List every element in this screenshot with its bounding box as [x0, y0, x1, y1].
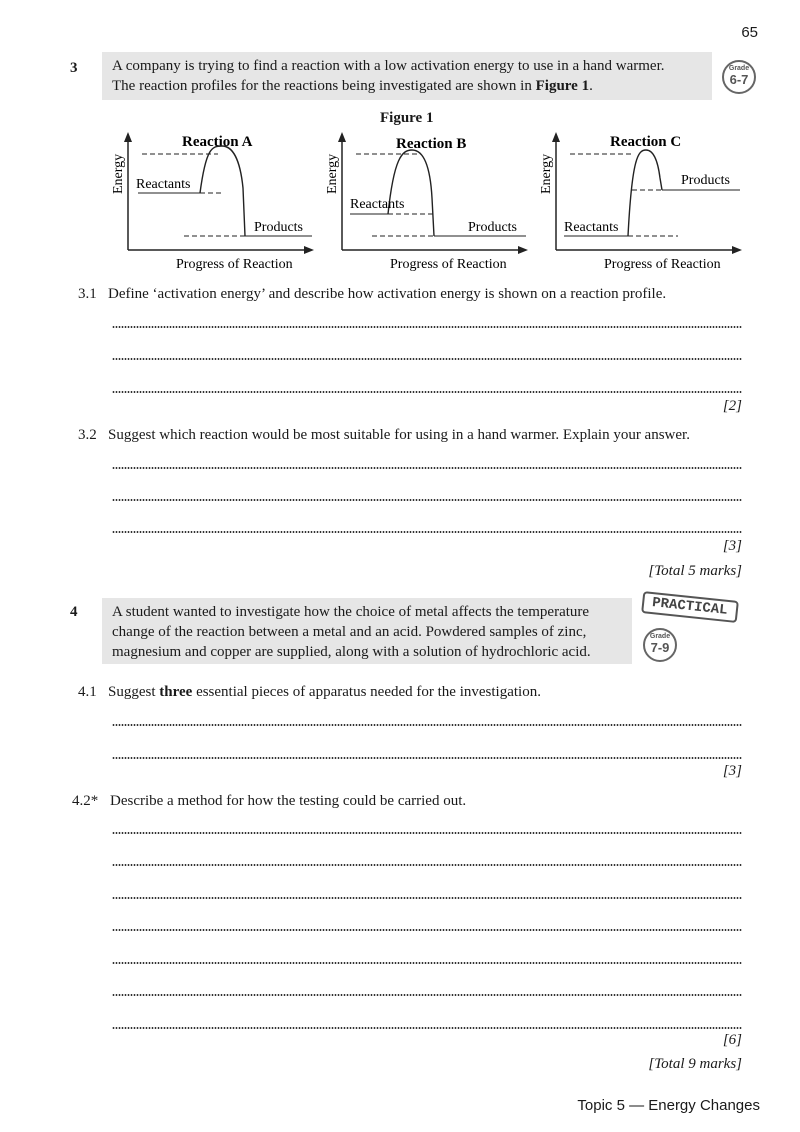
figure-title: Figure 1 — [380, 110, 434, 126]
reaction-b-reactants: Reactants — [350, 197, 405, 212]
reaction-c-profile — [539, 132, 742, 272]
page-number: 65 — [741, 24, 758, 41]
question-4-intro — [102, 598, 632, 664]
reaction-a-profile — [111, 132, 314, 272]
q3-total-marks: [Total 5 marks] — [648, 563, 742, 579]
answer-line[interactable] — [112, 832, 742, 834]
practical-stamp: PRACTICAL — [641, 591, 738, 623]
reaction-a-title: Reaction A — [182, 134, 253, 150]
reaction-a-products: Products — [254, 220, 303, 235]
reaction-c-x-axis: Progress of Reaction — [604, 257, 721, 272]
q3-intro-line1: A company is trying to find a reaction with a low activation energy to use in a hand warmer. — [112, 58, 665, 74]
grade-badge-q4: Grade 7-9 — [643, 628, 677, 662]
question-3-number: 3 — [70, 60, 78, 76]
reaction-c-y-axis: Energy — [539, 153, 554, 194]
answer-line[interactable] — [112, 962, 742, 964]
reaction-c-products: Products — [681, 173, 730, 188]
reaction-a-y-axis: Energy — [111, 153, 126, 194]
reaction-b-products: Products — [468, 220, 517, 235]
reaction-c-title: Reaction C — [610, 134, 682, 150]
question-3-intro — [102, 52, 712, 100]
answer-line[interactable] — [112, 724, 742, 726]
q4-2-marks: [6] — [722, 1032, 742, 1048]
q4-intro-line3: magnesium and copper are supplied, along with a solution of hydrochloric acid. — [112, 644, 591, 660]
answer-line[interactable] — [112, 467, 742, 469]
reaction-profiles-figure — [100, 128, 760, 276]
reaction-c-reactants: Reactants — [564, 220, 619, 235]
answer-line[interactable] — [112, 994, 742, 996]
answer-line[interactable] — [112, 499, 742, 501]
reaction-a-reactants: Reactants — [136, 177, 191, 192]
q4-intro-line1: A student wanted to investigate how the choice of metal affects the temperature — [112, 604, 590, 620]
answer-line[interactable] — [112, 1027, 742, 1029]
figure-ref: Figure 1 — [535, 78, 590, 94]
emphasis-three: three — [159, 684, 193, 700]
answer-line[interactable] — [112, 929, 742, 931]
reaction-b-y-axis: Energy — [325, 153, 340, 194]
footer-topic: Topic 5 — Energy Changes — [577, 1097, 760, 1114]
question-4-number: 4 — [70, 604, 78, 620]
question-3-1: 3.1 Define ‘activation energy’ and describe how activation energy is shown on a reaction profile. — [78, 286, 667, 302]
answer-line[interactable] — [112, 864, 742, 866]
grade-badge-q3: Grade 6-7 — [722, 60, 756, 94]
q4-1-marks: [3] — [722, 763, 742, 779]
q3-2-marks: [3] — [722, 538, 742, 554]
reaction-b-title: Reaction B — [396, 136, 467, 152]
reaction-b-x-axis: Progress of Reaction — [390, 257, 507, 272]
answer-line[interactable] — [112, 757, 742, 759]
q4-total-marks: [Total 9 marks] — [648, 1056, 742, 1072]
answer-line[interactable] — [112, 531, 742, 533]
answer-line[interactable] — [112, 391, 742, 393]
q3-1-marks: [2] — [722, 398, 742, 414]
q3-intro-line2: The reaction profiles for the reactions being investigated are shown in Figure 1. — [112, 78, 593, 94]
answer-line[interactable] — [112, 897, 742, 899]
q4-intro-line2: change of the reaction between a metal and an acid. Powdered samples of zinc, — [112, 624, 587, 640]
question-4-1: 4.1 Suggest three essential pieces of apparatus needed for the investigation. — [78, 684, 541, 700]
question-4-2: 4.2* Describe a method for how the testing could be carried out. — [72, 793, 467, 809]
question-3-2: 3.2 Suggest which reaction would be most suitable for using in a hand warmer. Explain your answer. — [78, 427, 690, 443]
answer-line[interactable] — [112, 358, 742, 360]
answer-line[interactable] — [112, 326, 742, 328]
reaction-a-x-axis: Progress of Reaction — [176, 257, 293, 272]
reaction-b-profile — [325, 132, 528, 272]
